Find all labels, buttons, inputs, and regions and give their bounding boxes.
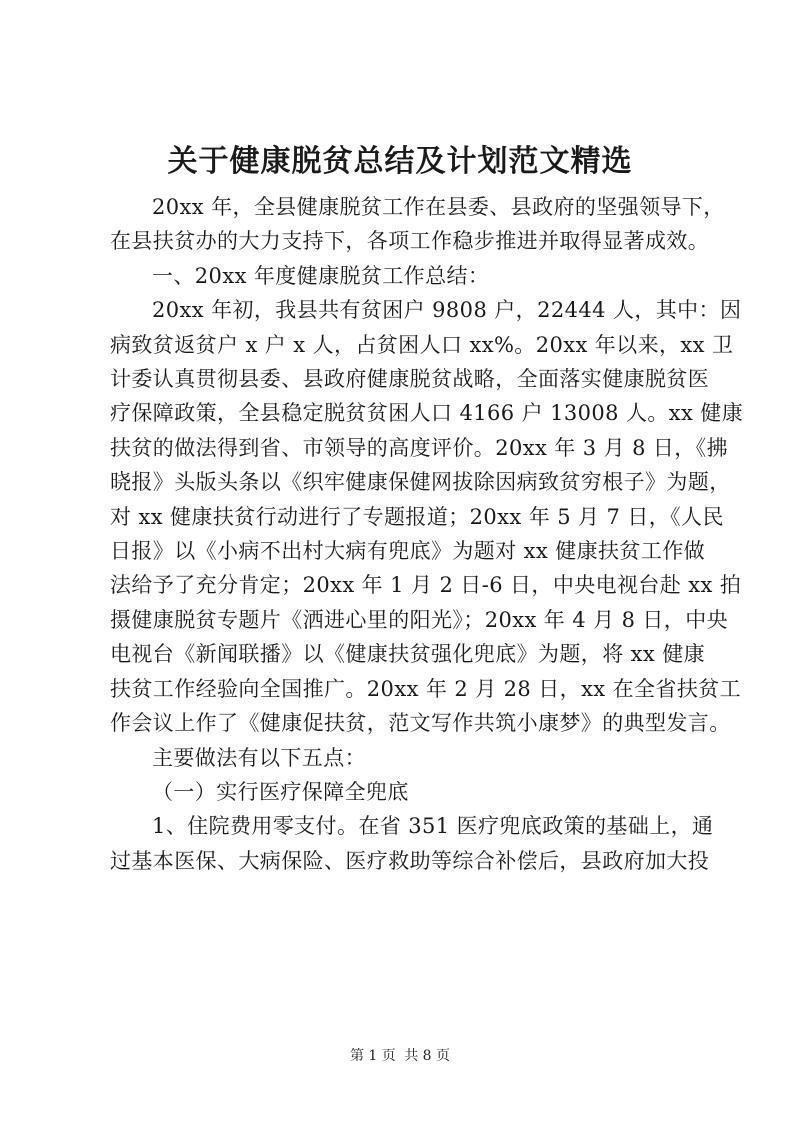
text-line: 20xx 年，全县健康脱贫工作在县委、县政府的坚强领导下， xyxy=(152,195,725,219)
document-body xyxy=(110,190,744,878)
text-line: 在县扶贫办的大力支持下，各项工作稳步推进并取得显著成效。 xyxy=(110,229,710,254)
text-line: 主要做法有以下五点： xyxy=(152,745,366,770)
text-line: 对 xx 健康扶贫行动进行了专题报道；20xx 年 5 月 7 日，《人民 xyxy=(110,504,724,529)
paragraph-main-practices xyxy=(110,741,716,775)
text-line: 日报》以《小病不出村大病有兜底》为题对 xx 健康扶贫工作做 xyxy=(110,539,706,564)
text-line: 晓报》头版头条以《织牢健康保健网拔除因病致贫穷根子》为题， xyxy=(110,470,731,495)
text-line: 疗保障政策，全县稳定脱贫贫困人口 4166 户 13008 人。xx 健康 xyxy=(110,401,744,426)
text-line: 病致贫返贫户 x 户 x 人，占贫困人口 xx%。20xx 年以来，xx 卫 xyxy=(110,332,734,357)
document-title: 关于健康脱贫总结及计划范文精选 xyxy=(167,144,633,179)
text-line: 摄健康脱贫专题片《洒进心里的阳光》；20xx 年 4 月 8 日，中央 xyxy=(110,607,729,632)
text-line: 扶贫的做法得到省、市领导的高度评价。20xx 年 3 月 8 日，《拂 xyxy=(110,435,729,460)
text-line: 作会议上作了《健康促扶贫，范文写作共筑小康梦》的典型发言。 xyxy=(110,711,731,736)
subheading-medical-guarantee xyxy=(110,775,716,809)
text-line: （一）实行医疗保障全兜底 xyxy=(152,779,409,804)
text-line: 过基本医保、大病保险、医疗救助等综合补偿后，县政府加大投 xyxy=(110,848,710,873)
text-line: 1、住院费用零支付。在省 351 医疗兜底政策的基础上，通 xyxy=(152,814,714,839)
paragraph-intro xyxy=(110,190,725,259)
text-line: 计委认真贯彻县委、县政府健康脱贫战略，全面落实健康脱贫医 xyxy=(110,367,710,392)
text-line: 法给予了充分肯定；20xx 年 1 月 2 日-6 日，中央电视台赴 xx 拍 xyxy=(110,573,742,598)
text-line: 扶贫工作经验向全国推广。20xx 年 2 月 28 日，xx 在全省扶贫工 xyxy=(110,676,742,701)
paragraph-zero-payment xyxy=(110,809,716,878)
section-heading-summary xyxy=(110,259,716,293)
page-footer xyxy=(0,1046,800,1066)
text-line: 电视台《新闻联播》以《健康扶贫强化兜底》为题，将 xx 健康 xyxy=(110,642,706,667)
page-number: 第 1 页 xyxy=(349,1048,396,1064)
text-line: 一、20xx 年度健康脱贫工作总结： xyxy=(152,263,490,288)
page-total: 共 8 页 xyxy=(404,1048,451,1064)
text-line: 20xx 年初，我县共有贫困户 9808 户，22444 人，其中：因 xyxy=(152,298,742,323)
paragraph-summary-body xyxy=(110,293,744,740)
